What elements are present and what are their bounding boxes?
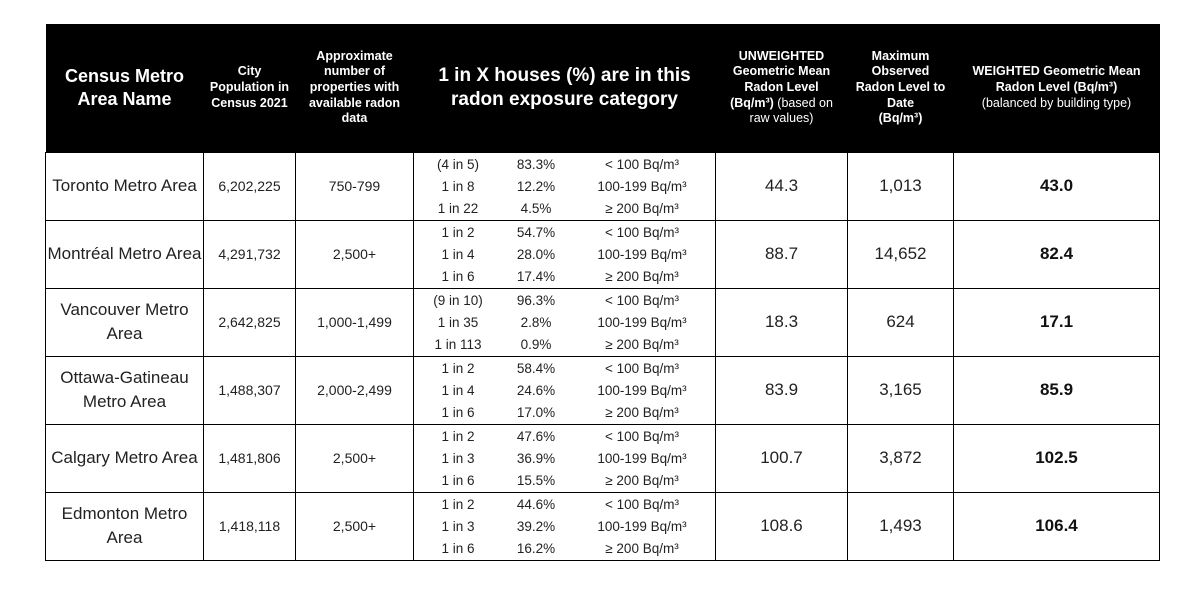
unweighted-cell: 18.3 <box>716 288 848 356</box>
radon-table <box>45 24 1160 561</box>
unweighted-cell: 88.7 <box>716 220 848 288</box>
category-ratio: 1 in 113 <box>434 336 482 352</box>
category-percent: 16.2% <box>516 540 556 556</box>
table-row <box>46 356 1160 424</box>
header-weighted <box>954 24 1160 152</box>
metro-name-cell: Montréal Metro Area <box>46 220 204 288</box>
category-ratio: 1 in 6 <box>441 540 475 556</box>
category-level: < 100 Bq/m³ <box>605 224 679 240</box>
category-ratio: 1 in 2 <box>441 224 475 240</box>
category-level: 100-199 Bq/m³ <box>597 246 687 262</box>
category-grid <box>414 425 715 491</box>
population-cell: 4,291,732 <box>204 220 296 288</box>
header-maximum <box>848 24 954 152</box>
category-ratio: (4 in 5) <box>436 156 480 172</box>
category-percent: 17.4% <box>516 268 556 284</box>
properties-cell: 2,500+ <box>296 220 414 288</box>
table-row <box>46 152 1160 220</box>
header-population: City Population in Census 2021 <box>204 24 296 152</box>
population-cell: 1,488,307 <box>204 356 296 424</box>
header-category: 1 in X houses (%) are in this radon exposure category <box>414 24 716 152</box>
category-level: < 100 Bq/m³ <box>605 496 679 512</box>
category-percent: 2.8% <box>520 314 552 330</box>
unweighted-cell: 44.3 <box>716 152 848 220</box>
category-level: 100-199 Bq/m³ <box>597 178 687 194</box>
category-percent: 83.3% <box>516 156 556 172</box>
category-level: ≥ 200 Bq/m³ <box>605 200 679 216</box>
table-row <box>46 220 1160 288</box>
population-cell: 6,202,225 <box>204 152 296 220</box>
category-level: 100-199 Bq/m³ <box>597 518 687 534</box>
unweighted-cell: 83.9 <box>716 356 848 424</box>
category-percent: 24.6% <box>516 382 556 398</box>
header-unweighted-unit: (Bq/m³) <box>730 95 774 110</box>
table-row <box>46 424 1160 492</box>
category-percent: 15.5% <box>516 472 556 488</box>
metro-name-cell: Edmonton Metro Area <box>46 492 204 560</box>
category-level: ≥ 200 Bq/m³ <box>605 472 679 488</box>
category-ratio: 1 in 22 <box>437 200 479 216</box>
metro-name-cell: Calgary Metro Area <box>46 424 204 492</box>
category-level: 100-199 Bq/m³ <box>597 450 687 466</box>
properties-cell: 2,000-2,499 <box>296 356 414 424</box>
maximum-cell: 1,493 <box>848 492 954 560</box>
category-grid <box>414 153 715 219</box>
category-ratio: 1 in 4 <box>441 246 475 262</box>
category-percent: 47.6% <box>516 428 556 444</box>
table-row <box>46 288 1160 356</box>
category-cell <box>414 288 716 356</box>
maximum-cell: 3,165 <box>848 356 954 424</box>
header-unweighted-title: UNWEIGHTED Geometric Mean Radon Level <box>732 48 831 94</box>
weighted-cell: 17.1 <box>954 288 1160 356</box>
category-level: < 100 Bq/m³ <box>605 156 679 172</box>
header-unweighted-note: (based on raw values) <box>749 95 833 126</box>
maximum-cell: 14,652 <box>848 220 954 288</box>
category-percent: 36.9% <box>516 450 556 466</box>
weighted-cell: 43.0 <box>954 152 1160 220</box>
header-maximum-unit: (Bq/m³) <box>878 111 923 126</box>
properties-cell: 1,000-1,499 <box>296 288 414 356</box>
unweighted-cell: 108.6 <box>716 492 848 560</box>
header-name: Census Metro Area Name <box>46 24 204 152</box>
maximum-cell: 3,872 <box>848 424 954 492</box>
weighted-cell: 102.5 <box>954 424 1160 492</box>
category-grid <box>414 357 715 423</box>
category-level: ≥ 200 Bq/m³ <box>605 540 679 556</box>
category-ratio: (9 in 10) <box>433 292 483 308</box>
category-percent: 44.6% <box>516 496 556 512</box>
properties-cell: 2,500+ <box>296 492 414 560</box>
category-ratio: 1 in 6 <box>441 404 475 420</box>
category-level: 100-199 Bq/m³ <box>597 314 687 330</box>
category-cell <box>414 152 716 220</box>
category-ratio: 1 in 2 <box>441 496 475 512</box>
header-properties: Approximate number of properties with available radon data <box>296 24 414 152</box>
category-ratio: 1 in 6 <box>441 472 475 488</box>
category-percent: 96.3% <box>516 292 556 308</box>
category-percent: 58.4% <box>516 360 556 376</box>
table-row <box>46 492 1160 560</box>
header-weighted-note: (balanced by building type) <box>981 95 1132 110</box>
weighted-cell: 106.4 <box>954 492 1160 560</box>
category-grid <box>414 221 715 287</box>
category-percent: 12.2% <box>516 178 556 194</box>
category-cell <box>414 356 716 424</box>
population-cell: 2,642,825 <box>204 288 296 356</box>
category-cell <box>414 220 716 288</box>
category-ratio: 1 in 2 <box>441 360 475 376</box>
table-header <box>46 24 1160 152</box>
category-level: ≥ 200 Bq/m³ <box>605 268 679 284</box>
weighted-cell: 82.4 <box>954 220 1160 288</box>
maximum-cell: 624 <box>848 288 954 356</box>
category-ratio: 1 in 35 <box>437 314 479 330</box>
category-percent: 28.0% <box>516 246 556 262</box>
population-cell: 1,418,118 <box>204 492 296 560</box>
category-level: 100-199 Bq/m³ <box>597 382 687 398</box>
metro-name-cell: Toronto Metro Area <box>46 152 204 220</box>
category-grid <box>414 289 715 355</box>
maximum-cell: 1,013 <box>848 152 954 220</box>
category-percent: 4.5% <box>520 200 552 216</box>
category-percent: 0.9% <box>520 336 552 352</box>
table-body <box>46 152 1160 560</box>
header-maximum-title: Maximum Observed Radon Level to Date <box>855 48 946 110</box>
category-ratio: 1 in 2 <box>441 428 475 444</box>
category-cell <box>414 492 716 560</box>
category-cell <box>414 424 716 492</box>
metro-name-cell: Ottawa-Gatineau Metro Area <box>46 356 204 424</box>
metro-name-cell: Vancouver Metro Area <box>46 288 204 356</box>
unweighted-cell: 100.7 <box>716 424 848 492</box>
category-percent: 39.2% <box>516 518 556 534</box>
population-cell: 1,481,806 <box>204 424 296 492</box>
category-ratio: 1 in 3 <box>441 518 475 534</box>
category-percent: 54.7% <box>516 224 556 240</box>
category-level: ≥ 200 Bq/m³ <box>605 336 679 352</box>
category-level: < 100 Bq/m³ <box>605 428 679 444</box>
properties-cell: 750-799 <box>296 152 414 220</box>
header-unweighted <box>716 24 848 152</box>
category-grid <box>414 493 715 559</box>
category-ratio: 1 in 6 <box>441 268 475 284</box>
category-level: < 100 Bq/m³ <box>605 360 679 376</box>
category-percent: 17.0% <box>516 404 556 420</box>
category-ratio: 1 in 4 <box>441 382 475 398</box>
category-level: < 100 Bq/m³ <box>605 292 679 308</box>
category-level: ≥ 200 Bq/m³ <box>605 404 679 420</box>
header-weighted-title: WEIGHTED Geometric Mean Radon Level (Bq/m³) <box>972 64 1141 94</box>
category-ratio: 1 in 3 <box>441 450 475 466</box>
properties-cell: 2,500+ <box>296 424 414 492</box>
weighted-cell: 85.9 <box>954 356 1160 424</box>
category-ratio: 1 in 8 <box>441 178 475 194</box>
